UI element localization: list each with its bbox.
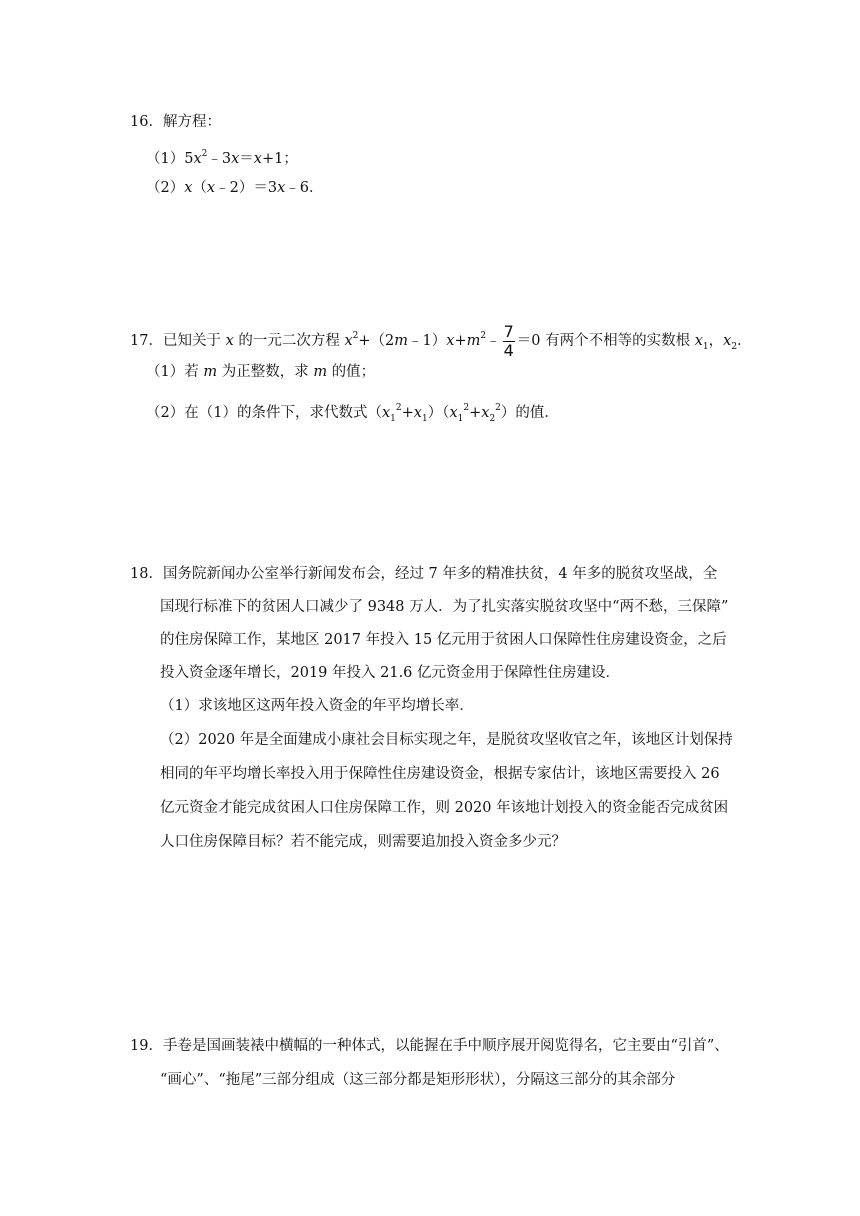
seven-fourths-fraction: $\frac{7}{4}$ — [503, 321, 514, 360]
q17-part1: （1）若 m 为正整数，求 m 的值； — [146, 364, 376, 380]
q18-part1: （1）求该地区这两年投入资金的年平均增长率． — [160, 698, 474, 714]
q16-part2: （2）x（x﹣2）＝3x﹣6． — [146, 180, 324, 196]
q16-part1: $(1)5x^2﹣3x=x+1$； — [146, 149, 298, 167]
q18-line-3: 的住房保障工作，某地区 2017 年投入 15 亿元用于贫困人口保障性住房建设资金，之后 — [160, 632, 727, 648]
q18-line-2: 国现行标准下的贫困人口减少了 9348 万人．为了扎实落实脱贫攻坚中“两不愁，三保障” — [160, 599, 729, 615]
q18-part2-line-1: （2）2020 年是全面建成小康社会目标实现之年，是脱贫攻坚收官之年，该地区计划保持 — [160, 732, 733, 748]
q17-stem: 17．已知关于 x 的一元二次方程 $x^2+(2m﹣1)x+m^2﹣$ $\frac{7}{4}$ ＝0 有两个不相等的实数根 $x_1$，$x_2$． — [130, 321, 752, 360]
q18-part2-line-3: 亿元资金才能完成贫困人口住房保障工作，则 2020 年该地计划投入的资金能否完成贫困 — [160, 800, 729, 816]
q18-line-4: 投入资金逐年增长，2019 年投入 21.6 亿元资金用于保障性住房建设． — [160, 665, 621, 681]
q19-line-2: “画心”、“拖尾”三部分组成（这三部分都是矩形形状），分隔这三部分的其余部分 — [160, 1072, 676, 1088]
q16-title: 16．解方程： — [130, 114, 221, 130]
q19-line-1: 19．手卷是国画装裱中横幅的一种体式，以能握在手中顺序展开阅览得名，它主要由“引首”、 — [130, 1038, 729, 1054]
q17-part2: （2）在（1）的条件下，求代数式$(x_1^2+x_1)(x_1^2+x_2^2)$的值． — [146, 403, 559, 424]
q18-line-1: 18．国务院新闻办公室举行新闻发布会，经过 7 年多的精准扶贫，4 年多的脱贫攻坚战，全 — [130, 566, 718, 582]
q18-part2-line-4: 人口住房保障目标？若不能完成，则需要追加投入资金多少元？ — [160, 834, 566, 850]
q18-part2-line-2: 相同的年平均增长率投入用于保障性住房建设资金，根据专家估计，该地区需要投入 26 — [160, 766, 720, 782]
